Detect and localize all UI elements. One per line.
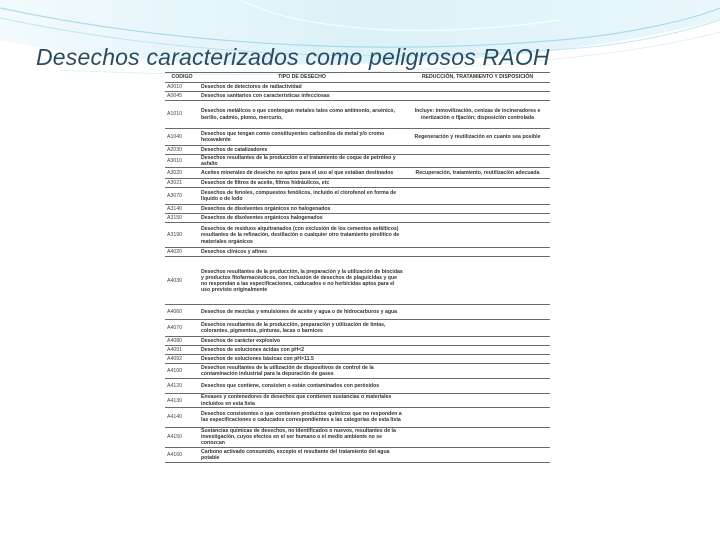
table-row (165, 248, 550, 257)
waste-description: Desechos de disolventes orgánicos no halogenados (199, 205, 405, 214)
table-row (165, 223, 550, 248)
waste-description: Desechos que contiene, consisten o están contaminados con peróxidos (199, 379, 405, 394)
table-row (165, 205, 550, 214)
table-row (165, 355, 550, 364)
waste-treatment (405, 188, 550, 205)
table-row (165, 257, 550, 305)
waste-description: Sustancias químicas de desechos, no identificados o nuevos, resultantes de la investigación, cuyos efectos en el ser humano o el medio ambiente no se conozcan (199, 427, 405, 447)
table-row (165, 83, 550, 92)
waste-treatment (405, 305, 550, 320)
hazardous-waste-table-container (165, 72, 550, 463)
waste-treatment (405, 355, 550, 364)
waste-code: A4160 (165, 447, 199, 462)
table-row (165, 146, 550, 155)
waste-code: A3021 (165, 179, 199, 188)
waste-treatment (405, 364, 550, 379)
table-row (165, 346, 550, 355)
waste-treatment (405, 407, 550, 427)
waste-description: Carbono activado consumido, excepto el resultante del tratamiento del agua potable (199, 447, 405, 462)
waste-code: A4130 (165, 394, 199, 407)
waste-description: Desechos resultantes de la producción o el tratamiento de coque de petróleo y asfalto (199, 155, 405, 168)
waste-code: A0045 (165, 92, 199, 101)
table-row (165, 447, 550, 462)
waste-description: Desechos de mezclas y emulsiones de aceite y agua o de hidrocarburos y agua (199, 305, 405, 320)
waste-code: A3150 (165, 214, 199, 223)
waste-description: Desechos de residuos alquitranados (con exclusión de los cementos asfálticos) resultantes de la refinación, destilación o cualquier otro tratamiento pirolítico de materiales orgánicos (199, 223, 405, 248)
waste-description: Desechos resultantes de la utilización de dispositivos de control de la contaminación industrial para la depuración de gases (199, 364, 405, 379)
waste-description: Desechos consistentes o que contienen productos químicos que no responden a las especificaciones o caducados correspondientes a las categorías de esta lista (199, 407, 405, 427)
waste-code: A3020 (165, 168, 199, 179)
waste-code: A3070 (165, 188, 199, 205)
table-row (165, 179, 550, 188)
waste-code: A4092 (165, 355, 199, 364)
table-row (165, 379, 550, 394)
waste-code: A4060 (165, 305, 199, 320)
waste-code: A4120 (165, 379, 199, 394)
waste-treatment (405, 337, 550, 346)
waste-description: Desechos resultantes de la producción, la preparación y la utilización de biocidas y productos fitofarmacéuticos, con inclusión de desechos de plaguicidas y que no respondan a las especificaciones, caducados o no herbicidas aptos para el uso previsto originalmente (199, 257, 405, 305)
waste-description: Desechos sanitarios con características infecciosas (199, 92, 405, 101)
waste-treatment (405, 320, 550, 337)
waste-description: Desechos de fenoles, compuestos fenólicos, incluido el clorofenol en forma de líquido o de lodo (199, 188, 405, 205)
waste-code: A2030 (165, 146, 199, 155)
waste-description: Desechos de filtros de aceite, filtros hidráulicos, etc (199, 179, 405, 188)
waste-code: A1040 (165, 129, 199, 146)
waste-description: Desechos de detectores de radiactividad (199, 83, 405, 92)
table-row (165, 188, 550, 205)
waste-treatment (405, 214, 550, 223)
waste-code: A3140 (165, 205, 199, 214)
waste-treatment (405, 346, 550, 355)
waste-description: Desechos resultantes de la producción, preparación y utilización de tintas, colorantes, pigmentos, pinturas, lacas o barnices (199, 320, 405, 337)
table-row (165, 364, 550, 379)
waste-description: Envases y contenedores de desechos que contienen sustancias o materiales incluidos en esta lista (199, 394, 405, 407)
waste-code: A4070 (165, 320, 199, 337)
table-header-row (165, 73, 550, 83)
table-row (165, 92, 550, 101)
table-row (165, 214, 550, 223)
waste-code: A1010 (165, 101, 199, 129)
waste-treatment: Recuperación, tratamiento, reutilización adecuada (405, 168, 550, 179)
table-row (165, 129, 550, 146)
waste-description: Desechos de soluciones básicas con pH>11.5 (199, 355, 405, 364)
waste-treatment (405, 379, 550, 394)
table-row (165, 407, 550, 427)
table-row (165, 168, 550, 179)
waste-code: A4080 (165, 337, 199, 346)
waste-treatment (405, 92, 550, 101)
waste-treatment (405, 394, 550, 407)
waste-treatment (405, 179, 550, 188)
waste-description: Desechos de carácter explosivo (199, 337, 405, 346)
table-row (165, 337, 550, 346)
waste-treatment (405, 447, 550, 462)
waste-treatment: Regeneración y reutilización en cuanto sea posible (405, 129, 550, 146)
waste-code: A4140 (165, 407, 199, 427)
waste-description: Desechos de disolventes orgánicos halogenados (199, 214, 405, 223)
table-row (165, 101, 550, 129)
table-row (165, 394, 550, 407)
waste-treatment (405, 427, 550, 447)
header-treatment: REDUCCIÓN, TRATAMIENTO Y DISPOSICIÓN (405, 73, 550, 83)
waste-code: A4091 (165, 346, 199, 355)
header-waste-type: TIPO DE DESECHO (199, 73, 405, 83)
table-row (165, 305, 550, 320)
waste-treatment (405, 205, 550, 214)
waste-code: A4030 (165, 257, 199, 305)
waste-description: Desechos que tengan como constituyentes carbonilos de metal y/o cromo hexavalente (199, 129, 405, 146)
waste-description: Desechos clínicos y afines (199, 248, 405, 257)
waste-code: A3010 (165, 155, 199, 168)
waste-code: A4020 (165, 248, 199, 257)
waste-code: A3190 (165, 223, 199, 248)
waste-treatment (405, 248, 550, 257)
waste-description: Desechos de soluciones ácidas con pH<2 (199, 346, 405, 355)
waste-treatment (405, 146, 550, 155)
waste-treatment: Incluye: inmovilización, cenizas de incineradores e inertización o fijación; disposición controlada (405, 101, 550, 129)
table-row (165, 427, 550, 447)
waste-code: A4150 (165, 427, 199, 447)
header-code: CODIGO (165, 73, 199, 83)
waste-treatment (405, 155, 550, 168)
table-row (165, 155, 550, 168)
waste-treatment (405, 83, 550, 92)
waste-code: A0010 (165, 83, 199, 92)
waste-treatment (405, 257, 550, 305)
page-title: Desechos caracterizados como peligrosos RAOH (36, 44, 550, 70)
table-body (165, 83, 550, 463)
waste-description: Desechos de catalizadores (199, 146, 405, 155)
waste-description: Aceites minerales de desecho no aptos para el uso al que estaban destinados (199, 168, 405, 179)
hazardous-waste-table (165, 72, 550, 463)
table-row (165, 320, 550, 337)
waste-treatment (405, 223, 550, 248)
waste-description: Desechos metálicos o que contengan metales tales como antimonio, arsénico, berilio, cadmio, plomo, mercurio, (199, 101, 405, 129)
waste-code: A4100 (165, 364, 199, 379)
